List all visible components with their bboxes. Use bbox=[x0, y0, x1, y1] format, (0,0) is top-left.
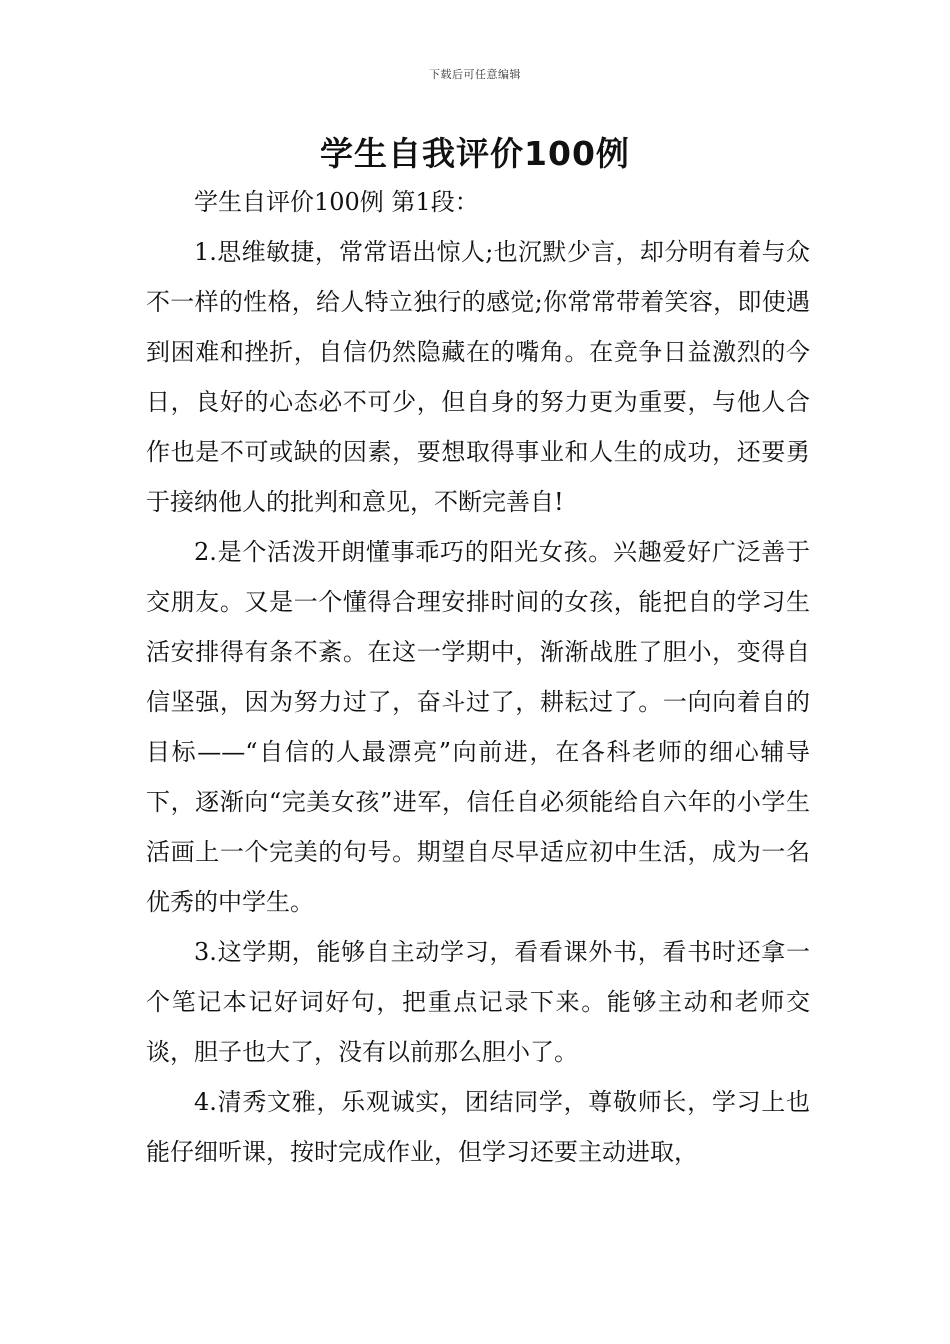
header-note: 下载后可任意编辑 bbox=[429, 68, 521, 81]
section-subtitle: 学生自评价100例 第1段： bbox=[194, 188, 479, 216]
document-title: 学生自我评价100例 bbox=[320, 134, 630, 173]
paragraph-2: 2.是个活泼开朗懂事乖巧的阳光女孩。兴趣爱好广泛善于交朋友。又是一个懂得合理安排时间的女孩，能把自的学习生活安排得有条不紊。在这一学期中，渐渐战胜了胆小，变得自信坚强，因为努力过了，奋斗过了，耕耘过了。一向向着自的目标——“自信的人最漂亮”向前进，在各科老师的细心辅导下，逐渐向“完美女孩”进军，信任自必须能给自六年的小学生活画上一个完美的句号。期望自尽早适应初中生活，成为一名优秀的中学生。 bbox=[146, 538, 810, 916]
paragraph-4: 4.清秀文雅，乐观诚实，团结同学，尊敬师长，学习上也能仔细听课，按时完成作业，但学习还要主动进取， bbox=[146, 1088, 810, 1166]
paragraph-3: 3.这学期，能够自主动学习，看看课外书，看书时还拿一个笔记本记好词好句，把重点记录下来。能够主动和老师交谈，胆子也大了，没有以前那么胆小了。 bbox=[146, 938, 810, 1066]
paragraph-1: 1.思维敏捷，常常语出惊人;也沉默少言，却分明有着与众不一样的性格，给人特立独行的感觉;你常常带着笑容，即使遇到困难和挫折，自信仍然隐藏在的嘴角。在竞争日益激烈的今日，良好的心态必不可少，但自身的努力更为重要，与他人合作也是不可或缺的因素，要想取得事业和人生的成功，还要勇于接纳他人的批判和意见，不断完善自! bbox=[146, 238, 810, 516]
document-body bbox=[146, 177, 810, 1177]
